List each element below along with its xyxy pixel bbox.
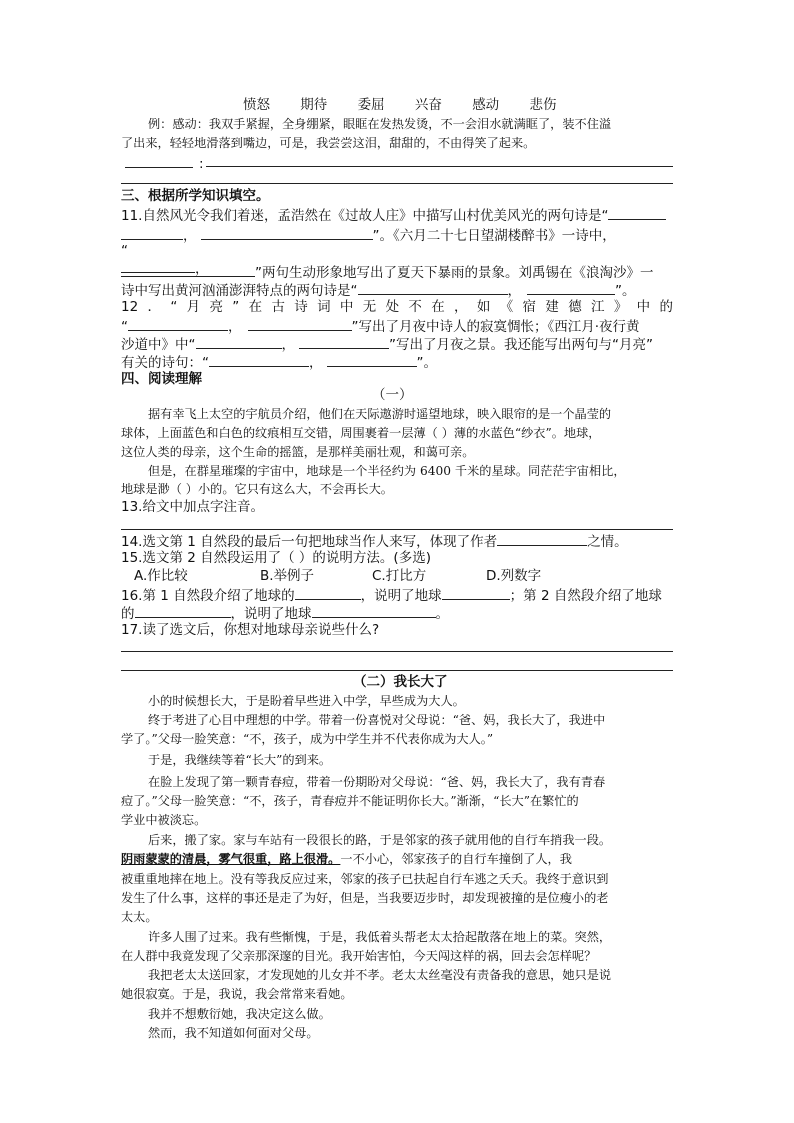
question-16: 16.第 1 自然段介绍了地球的 ，说明了地球 ；第 2 自然段介绍了地球 [121,585,662,605]
answer-line[interactable] [206,166,673,167]
blank[interactable] [196,334,282,349]
question-12: 12．“月亮”在古诗词中无处不在，如《宿建德江》中的 [121,299,673,315]
blank[interactable] [608,205,666,220]
passage-line: 痘了。”父母一脸笑意：“不，孩子，青春痘并不能证明你长大。”渐渐，“长大”在繁忙的 [121,794,579,808]
blank[interactable] [327,352,417,367]
option-b[interactable]: B.举例子 [260,568,315,584]
passage-line: 但是，在群星璀璨的宇宙中，地球是一个半径约为 6400 千米的星球。同茫茫宇宙相比， [148,464,626,478]
emotion-word: 委屈 [357,97,385,113]
answer-line[interactable] [121,651,673,652]
passage-line: 据有幸飞上太空的宇航员介绍，他们在天际遨游时遥望地球，映入眼帘的是一个晶莹的 [148,407,612,421]
passage-line: 小的时候想长大，于是盼着早些进入中学，早些成为大人。 [148,694,465,708]
passage-title: （二）我长大了 [353,674,448,690]
emotion-word: 兴奋 [414,97,442,113]
question-12-cont: “ ， ”写出了月夜中诗人的寂寞惆怅；《西江月·夜行黄 [121,316,640,336]
emotion-word: 悲伤 [529,97,557,113]
question-17: 17.读了选文后，你想对地球母亲说些什么? [121,622,380,638]
passage-line: 被重重地摔在地上。没有等我反应过来，邻家的孩子已扶起自行车逃之夭夭。我终于意识到 [121,872,609,886]
question-11: 11.自然风光令我们着迷，孟浩然在《过故人庄》中描写山村优美风光的两句诗是“ [121,205,666,225]
passage-line: 地球是渺（ ）小的。它只有这么大，不会再长大。 [121,482,393,496]
answer-line[interactable] [121,670,673,671]
blank[interactable] [295,585,361,600]
blank[interactable] [135,603,231,618]
passage-line: 于是，我继续等着“长大”的到来。 [148,753,332,767]
question-11-cont: ”两句生动形象地写出了夏天下暴雨的景象。刘禹锡在《浪淘沙》一 [121,262,654,282]
option-c[interactable]: C.打比方 [372,568,427,584]
section-heading: 三、根据所学知识填空。 [121,188,270,204]
passage-line: 终于考进了心目中理想的中学。带着一份喜悦对父母说：“爸、妈，我长大了，我进中 [148,713,606,727]
passage-line: 她很寂寞。于是，我说，我会常常来看她。 [121,987,353,1001]
passage-line: 我把老太太送回家，才发现她的儿女并不孝。老太太丝毫没有责备我的意思，她只是说 [148,968,612,982]
blank[interactable] [201,225,373,240]
blank[interactable] [358,280,508,295]
blank[interactable] [121,225,183,240]
question-12-cont: 有关的诗句：“ ， ”。 [121,352,437,372]
example-line: 了出来，轻轻地滑落到嘴边，可是，我尝尝这泪，甜甜的，不由得笑了起来。 [121,136,536,150]
blank[interactable] [299,334,389,349]
passage-line: 我并不想敷衍她，我决定这么做。 [148,1007,331,1021]
question-11-cont: ， ”。《六月二十七日望湖楼醉书》一诗中， [121,225,616,245]
blank[interactable] [497,531,587,546]
emotion-blank[interactable] [125,153,193,168]
passage-title: （一） [372,387,413,403]
blank[interactable] [527,280,615,295]
emotion-word: 感动 [472,97,500,113]
answer-line[interactable] [121,529,673,530]
blank[interactable] [442,585,510,600]
passage-line: 学了。”父母一脸笑意：“不，孩子，成为中学生并不代表你成为大人。” [121,732,494,746]
passage-line: 许多人围了过来。我有些惭愧，于是，我低着头帮老太太拾起散落在地上的菜。突然， [148,930,612,944]
passage-line: 球体，上面蓝色和白色的纹痕相互交错，周围裹着一层薄（ ）薄的水蓝色“纱衣”。地球， [121,426,601,440]
answer-line[interactable] [121,183,673,184]
passage-line: 然而，我不知道如何面对父母。 [148,1026,319,1040]
question-11-cont: 诗中写出黄河汹涌澎湃特点的两句诗是“ ， ”。 [121,280,636,300]
question-14: 14.选文第 1 自然段的最后一句把地球当作人来写，体现了作者 之情。 [121,531,628,551]
question-15-options [134,567,541,585]
blank[interactable] [128,316,228,331]
question-11-cont: “ ， [121,243,209,277]
option-d[interactable]: D.列数字 [486,568,542,584]
underlined-sentence: 阴雨蒙蒙的清晨，雾气很重，路上很滑。 [121,852,341,866]
passage-line: 后来，搬了家。家与车站有一段很长的路，于是邻家的孩子就用他的自行车捎我一段。 [148,833,612,847]
blank[interactable] [312,603,436,618]
example-line: 例：感动：我双手紧握，全身绷紧，眼眶在发热发烫，不一会泪水就满眶了，装不住溢 [148,117,612,131]
passage-line: 在人群中我竟发现了父亲那深邃的目光。我开始害怕，今天闯这样的祸，回去会怎样呢？ [121,949,597,963]
blank[interactable] [248,316,352,331]
question-15: 15.选文第 2 自然段运用了（ ）的说明方法。(多选) [121,550,431,566]
passage-line: 发生了什么事，这样的事还是走了为好，但是，当我要迈步时，却发现被撞的是位瘦小的老 [121,891,609,905]
emotion-word: 愤怒 [243,97,270,113]
section-heading: 四、阅读理解 [121,371,202,387]
option-a[interactable]: A.作比较 [134,568,188,584]
blank[interactable] [209,352,309,367]
question-13: 13.给文中加点字注音。 [121,499,264,515]
passage-line: 阴雨蒙蒙的清晨，雾气很重，路上很滑。一不小心，邻家孩子的自行车撞倒了人，我 [121,852,572,866]
emotion-word: 期待 [300,97,328,113]
question-12-cont: 沙道中》中“ ， ”写出了月夜之景。我还能写出两句与“月亮” [121,334,653,354]
emotion-word-list [243,96,582,114]
answer-line-label: : [125,153,204,173]
passage-line: 这位人类的母亲，这个生命的摇篮，是那样美丽壮观，和蔼可亲。 [121,445,475,459]
passage-line: 太太。 [121,910,158,924]
passage-line: 学业中被淡忘。 [121,813,207,827]
passage-line: 在脸上发现了第一颗青春痘，带着一份期盼对父母说：“爸、妈，我长大了，我有青春 [148,775,606,789]
question-16-cont: 的 ，说明了地球 。 [121,603,449,623]
blank[interactable] [121,262,255,277]
